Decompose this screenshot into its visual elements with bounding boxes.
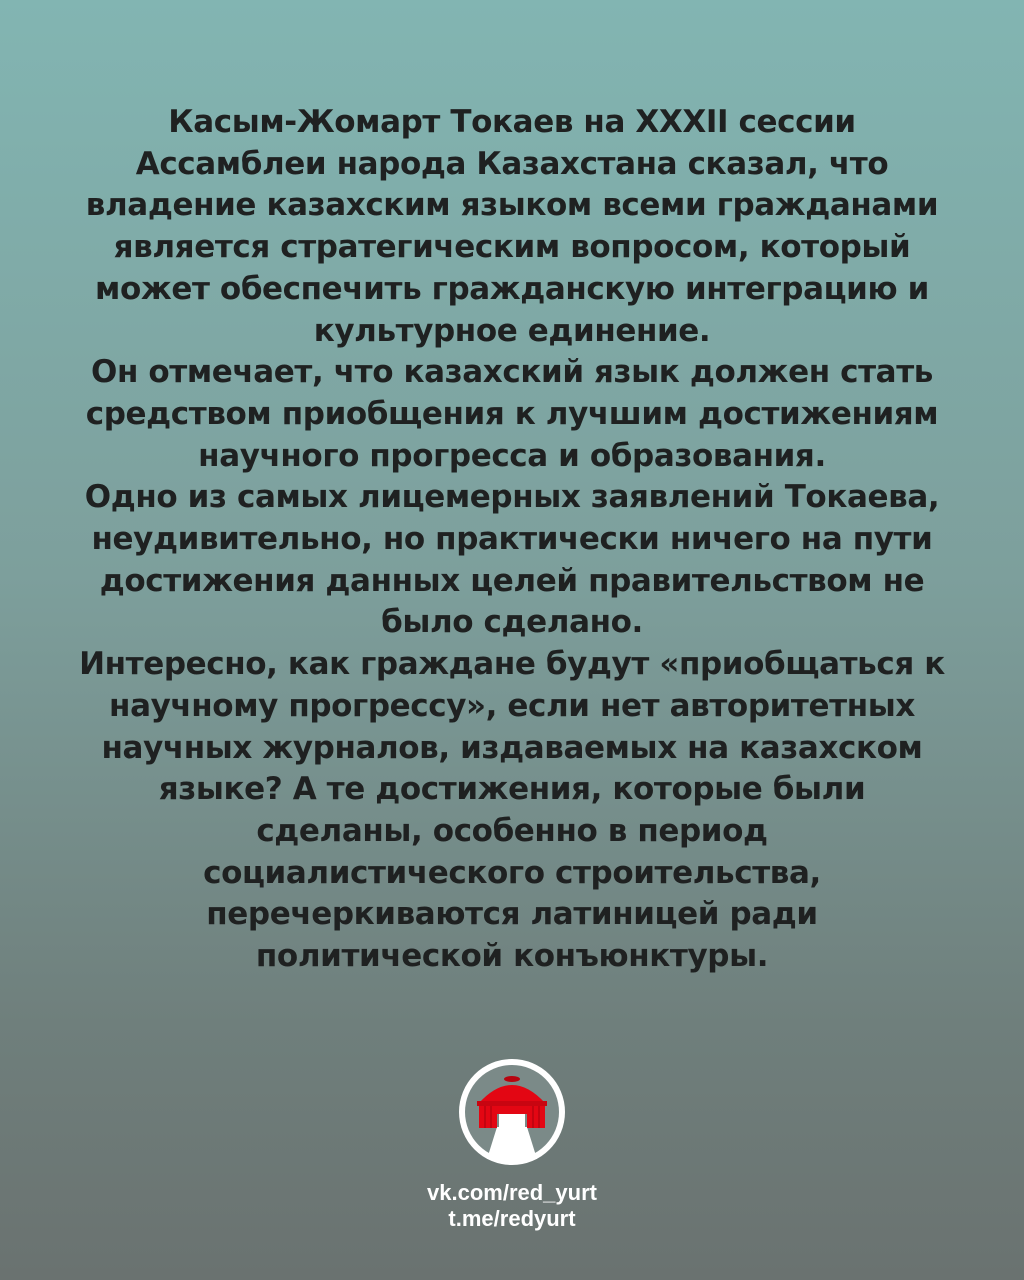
footer-links (312, 1180, 712, 1232)
post-body-text: Касым-Жомарт Токаев на XXXII сессии Ассамблеи народа Казахстана сказал, что владение казахским языком всеми гражданами является стратегическим вопросом, который может обеспечить гражданскую интеграцию и культурное единение. Он отмечает, что казахский язык должен стать средством приобщения к лучшим достижениям научного прогресса и образования. Одно из самых лицемерных заявлений Токаева, неудивительно, но практически ничего на пути достижения данных целей правительством не было сделано. Интересно, как граждане будут «приобщаться к научному прогрессу», если нет авторитетных научных журналов, издаваемых на казахском языке? А те достижения, которые были сделаны, особенно в период социалистического строительства, перечеркиваются латиницей ради политической конъюнктуры. (79, 104, 945, 975)
red-yurt-logo-icon (457, 1057, 567, 1167)
vk-link[interactable]: vk.com/red_yurt (427, 1180, 597, 1205)
telegram-link[interactable]: t.me/redyurt (448, 1206, 576, 1231)
